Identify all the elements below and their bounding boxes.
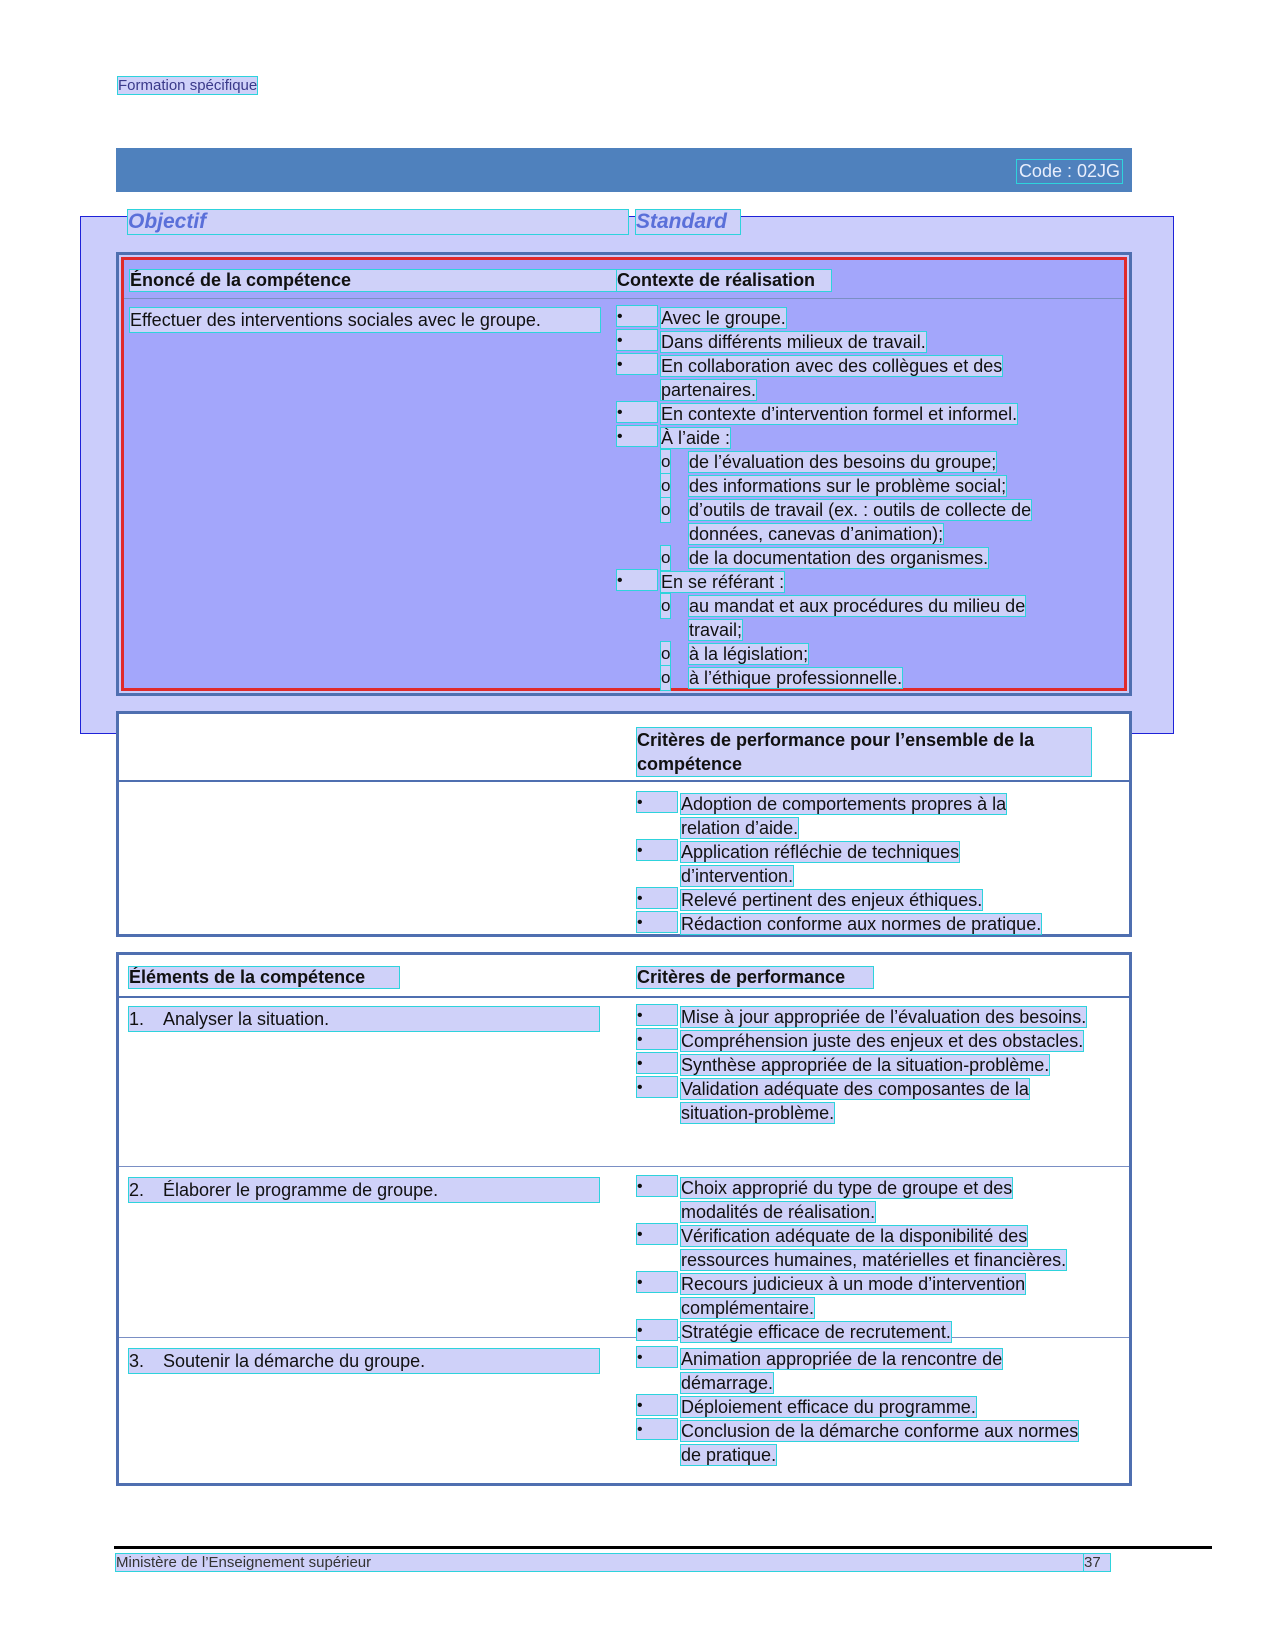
context-item xyxy=(617,570,1077,690)
bullet-icon xyxy=(637,1224,677,1244)
overall-criterion xyxy=(637,792,1053,840)
performance-criteria-list xyxy=(637,1347,1087,1467)
sub-list xyxy=(661,450,1077,570)
competency-code: Code : 02JG xyxy=(1018,161,1120,181)
context-item xyxy=(617,402,1077,426)
document-section-label: Formation spécifique xyxy=(118,77,258,94)
footer-rule xyxy=(114,1546,1212,1549)
performance-criterion-text: Stratégie efficace de recrutement. xyxy=(681,1322,951,1342)
overall-criteria-header: Critères de performance pour l’ensemble de la compétence xyxy=(637,728,1091,776)
context-item-text: À l’aide : xyxy=(661,428,731,448)
bullet-icon xyxy=(637,1077,677,1097)
criteria-column-header: Critères de performance xyxy=(637,967,873,988)
overall-criterion-text: Rédaction conforme aux normes de pratique. xyxy=(681,914,1042,934)
element-text: Élaborer le programme de groupe. xyxy=(163,1180,439,1200)
context-list xyxy=(617,306,1077,690)
circle-bullet-icon: o xyxy=(661,474,670,498)
statement-table-body xyxy=(121,257,1127,691)
page-number: 37 xyxy=(1084,1554,1110,1571)
context-item xyxy=(617,354,1077,402)
bullet-icon xyxy=(637,912,677,932)
performance-criterion xyxy=(637,1347,1087,1395)
context-item-text: En se référant : xyxy=(661,572,785,592)
table2-divider xyxy=(119,780,1129,782)
competency-element xyxy=(129,1349,599,1373)
sub-list-item-text: des informations sur le problème social; xyxy=(689,476,1007,496)
bullet-icon xyxy=(637,1419,677,1439)
circle-bullet-icon: o xyxy=(661,546,670,570)
overall-criteria-table xyxy=(116,711,1132,937)
overall-criterion xyxy=(637,840,1053,888)
bullet-icon xyxy=(637,1029,677,1049)
performance-criterion xyxy=(637,1395,1087,1419)
bullet-icon xyxy=(617,570,657,590)
table3-header-divider xyxy=(119,996,1129,998)
performance-criterion-text: Compréhension juste des enjeux et des obstacles. xyxy=(681,1031,1084,1051)
competency-element xyxy=(129,1007,599,1031)
bullet-icon xyxy=(617,306,657,326)
context-item xyxy=(617,330,1077,354)
bullet-icon xyxy=(617,402,657,422)
sub-list-item xyxy=(661,498,1077,546)
performance-criterion xyxy=(637,1005,1087,1029)
performance-criterion xyxy=(637,1419,1087,1467)
context-column-header: Contexte de réalisation xyxy=(617,270,831,291)
competency-element xyxy=(129,1178,599,1202)
performance-criterion xyxy=(637,1272,1087,1320)
sub-list-item xyxy=(661,546,1077,570)
footer-ministry: Ministère de l’Enseignement supérieur xyxy=(116,1554,1092,1571)
performance-criterion-text: Recours judicieux à un mode d’intervention complémentaire. xyxy=(681,1274,1026,1318)
performance-criterion xyxy=(637,1176,1087,1224)
context-item xyxy=(617,306,1077,330)
circle-bullet-icon: o xyxy=(661,498,670,522)
sub-list-item xyxy=(661,642,1077,666)
statement-column-header: Énoncé de la compétence xyxy=(130,270,622,291)
performance-criterion-text: Choix approprié du type de groupe et des modalités de réalisation. xyxy=(681,1178,1013,1222)
bullet-icon xyxy=(637,1347,677,1367)
context-item xyxy=(617,426,1077,570)
standard-heading: Standard xyxy=(636,210,740,234)
sub-list-item-text: de l’évaluation des besoins du groupe; xyxy=(689,452,997,472)
competency-statement: Effectuer des interventions sociales avec le groupe. xyxy=(130,308,600,332)
performance-criterion-text: Synthèse appropriée de la situation-problème. xyxy=(681,1055,1050,1075)
sub-list xyxy=(661,594,1077,690)
sub-list-item-text: à l’éthique professionnelle. xyxy=(689,668,903,688)
circle-bullet-icon: o xyxy=(661,450,670,474)
performance-criterion-text: Animation appropriée de la rencontre de démarrage. xyxy=(681,1349,1003,1393)
performance-criteria-list xyxy=(637,1005,1087,1125)
sub-list-item-text: de la documentation des organismes. xyxy=(689,548,989,568)
performance-criterion-text: Validation adéquate des composantes de la situation-problème. xyxy=(681,1079,1029,1123)
overall-criteria-list xyxy=(637,792,1053,936)
performance-criterion xyxy=(637,1077,1087,1125)
overall-criterion-text: Application réfléchie de techniques d’intervention. xyxy=(681,842,960,886)
performance-criterion xyxy=(637,1224,1087,1272)
bullet-icon xyxy=(617,426,657,446)
circle-bullet-icon: o xyxy=(661,642,670,666)
overall-criterion xyxy=(637,888,1053,912)
element-text: Analyser la situation. xyxy=(163,1009,330,1029)
sub-list-item xyxy=(661,666,1077,690)
sub-list-item-text: d’outils de travail (ex. : outils de collecte de données, canevas d’animation); xyxy=(689,500,1032,544)
elements-table xyxy=(116,952,1132,1486)
element-number: 2. xyxy=(129,1180,145,1200)
bullet-icon xyxy=(637,1176,677,1196)
context-item-text: Avec le groupe. xyxy=(661,308,786,328)
performance-criteria-list xyxy=(637,1176,1087,1344)
elements-column-header: Éléments de la compétence xyxy=(129,967,399,988)
bullet-icon xyxy=(637,1053,677,1073)
objectif-heading: Objectif xyxy=(128,210,628,234)
performance-criterion-text: Déploiement efficace du programme. xyxy=(681,1397,976,1417)
performance-criterion-text: Mise à jour appropriée de l’évaluation des besoins. xyxy=(681,1007,1087,1027)
sub-list-item xyxy=(661,474,1077,498)
element-text: Soutenir la démarche du groupe. xyxy=(163,1351,426,1371)
row-divider xyxy=(119,1166,1129,1167)
bullet-icon xyxy=(637,888,677,908)
header-divider xyxy=(124,298,1124,299)
bullet-icon xyxy=(637,840,677,860)
bullet-icon xyxy=(637,1320,677,1340)
bullet-icon xyxy=(617,330,657,350)
context-item-text: En contexte d’intervention formel et informel. xyxy=(661,404,1018,424)
sub-list-item xyxy=(661,450,1077,474)
context-item-text: Dans différents milieux de travail. xyxy=(661,332,926,352)
performance-criterion xyxy=(637,1053,1087,1077)
performance-criterion-text: Conclusion de la démarche conforme aux normes de pratique. xyxy=(681,1421,1079,1465)
competency-statement-table xyxy=(116,252,1132,696)
performance-criterion xyxy=(637,1029,1087,1053)
context-item-text: En collaboration avec des collègues et des partenaires. xyxy=(661,356,1003,400)
element-number: 3. xyxy=(129,1351,145,1371)
performance-criterion-text: Vérification adéquate de la disponibilité des ressources humaines, matérielles et financières. xyxy=(681,1226,1067,1270)
overall-criterion xyxy=(637,912,1053,936)
circle-bullet-icon: o xyxy=(661,666,670,690)
bullet-icon xyxy=(637,792,677,812)
element-number: 1. xyxy=(129,1009,145,1029)
code-banner xyxy=(116,148,1132,192)
overall-criterion-text: Adoption de comportements propres à la relation d’aide. xyxy=(681,794,1007,838)
bullet-icon xyxy=(617,354,657,374)
bullet-icon xyxy=(637,1395,677,1415)
overall-criterion-text: Relevé pertinent des enjeux éthiques. xyxy=(681,890,983,910)
sub-list-item-text: au mandat et aux procédures du milieu de travail; xyxy=(689,596,1026,640)
circle-bullet-icon: o xyxy=(661,594,670,618)
bullet-icon xyxy=(637,1005,677,1025)
performance-criterion xyxy=(637,1320,1087,1344)
bullet-icon xyxy=(637,1272,677,1292)
sub-list-item-text: à la législation; xyxy=(689,644,809,664)
sub-list-item xyxy=(661,594,1077,642)
